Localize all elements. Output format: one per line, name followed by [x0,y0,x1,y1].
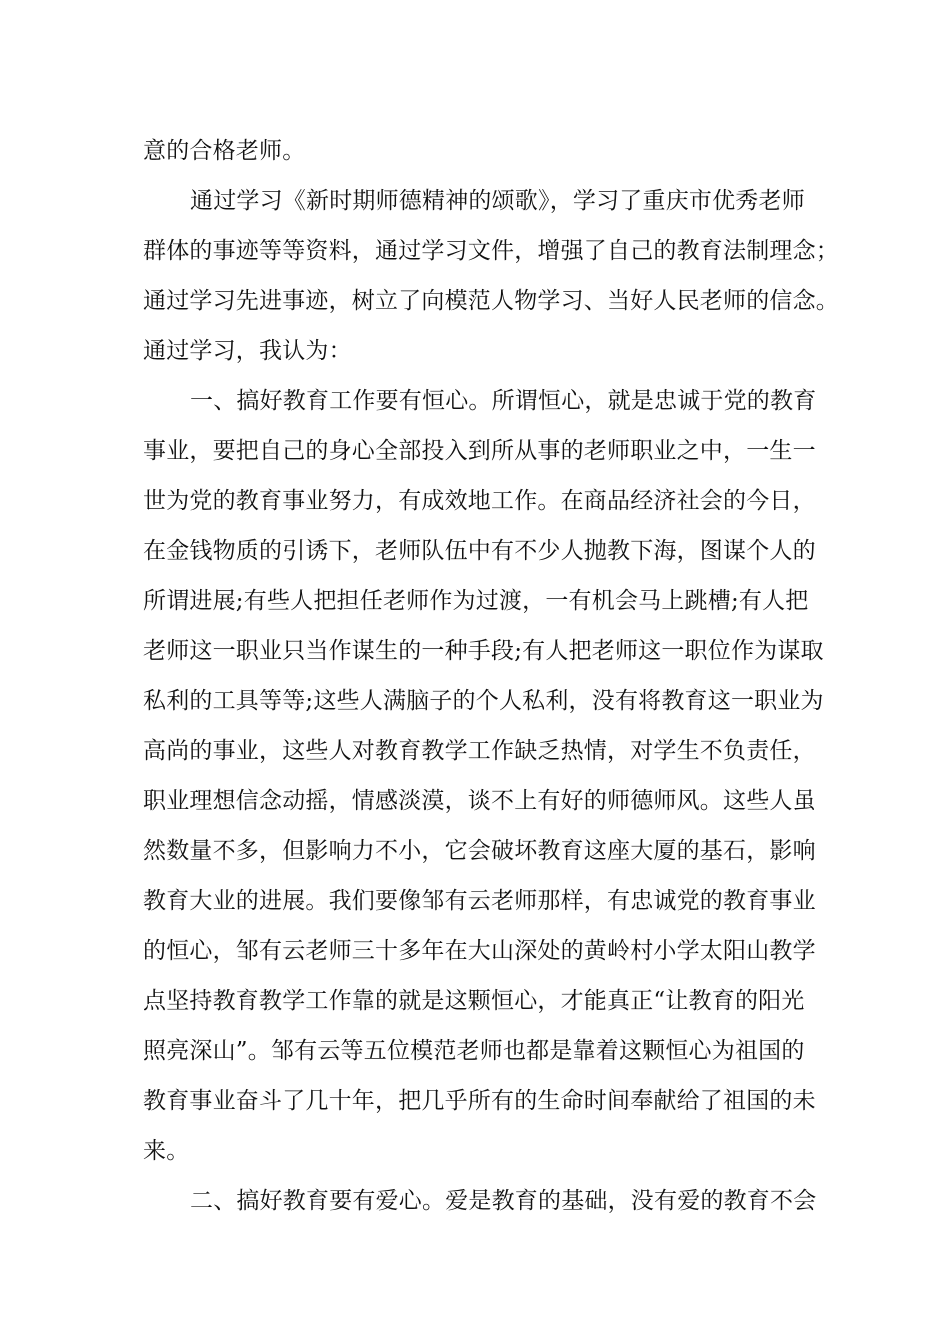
text-line: 教育事业奋斗了几十年，把几乎所有的生命时间奉献给了祖国的未 [143,1088,816,1114]
text-line: 通过学习，我认为： [143,338,352,364]
text-line: 教育大业的进展。我们要像邹有云老师那样，有忠诚党的教育事业 [143,888,816,914]
text-line: 通过学习《新时期师德精神的颂歌》，学习了重庆市优秀老师 [190,188,805,214]
text-line: 职业理想信念动摇，情感淡漠，谈不上有好的师德师风。这些人虽 [143,788,816,814]
text-line: 的恒心，邹有云老师三十多年在大山深处的黄岭村小学太阳山教学 [143,938,816,964]
text-line: 所谓进展;有些人把担任老师作为过渡，一有机会马上跳槽;有人把 [143,588,809,614]
text-line: 通过学习先进事迹，树立了向模范人物学习、当好人民老师的信念。 [143,288,839,314]
text-line: 意的合格老师。 [143,138,306,164]
text-line: 事业，要把自己的身心全部投入到所从事的老师职业之中，一生一 [143,438,816,464]
text-line: 高尚的事业，这些人对教育教学工作缺乏热情，对学生不负责任， [143,738,816,764]
text-line: 老师这一职业只当作谋生的一种手段;有人把老师这一职位作为谋取 [143,638,824,664]
text-line: 一、搞好教育工作要有恒心。所谓恒心，就是忠诚于党的教育 [190,388,817,414]
text-line: 在金钱物质的引诱下，老师队伍中有不少人抛教下海，图谋个人的 [143,538,816,564]
text-line: 然数量不多，但影响力不小，它会破坏教育这座大厦的基石，影响 [143,838,816,864]
text-line: 二、搞好教育要有爱心。爱是教育的基础，没有爱的教育不会 [190,1188,817,1214]
text-line: 群体的事迹等等资料，通过学习文件，增强了自己的教育法制理念； [143,238,839,264]
text-line: 来。 [143,1138,190,1164]
text-line: 私利的工具等等;这些人满脑子的个人私利，没有将教育这一职业为 [143,688,824,714]
text-line: 世为党的教育事业努力，有成效地工作。在商品经济社会的今日， [143,488,816,514]
text-line: 点坚持教育教学工作靠的就是这颗恒心，才能真正“让教育的阳光 [143,988,805,1014]
text-line: 照亮深山”。邹有云等五位模范老师也都是靠着这颗恒心为祖国的 [143,1038,805,1064]
